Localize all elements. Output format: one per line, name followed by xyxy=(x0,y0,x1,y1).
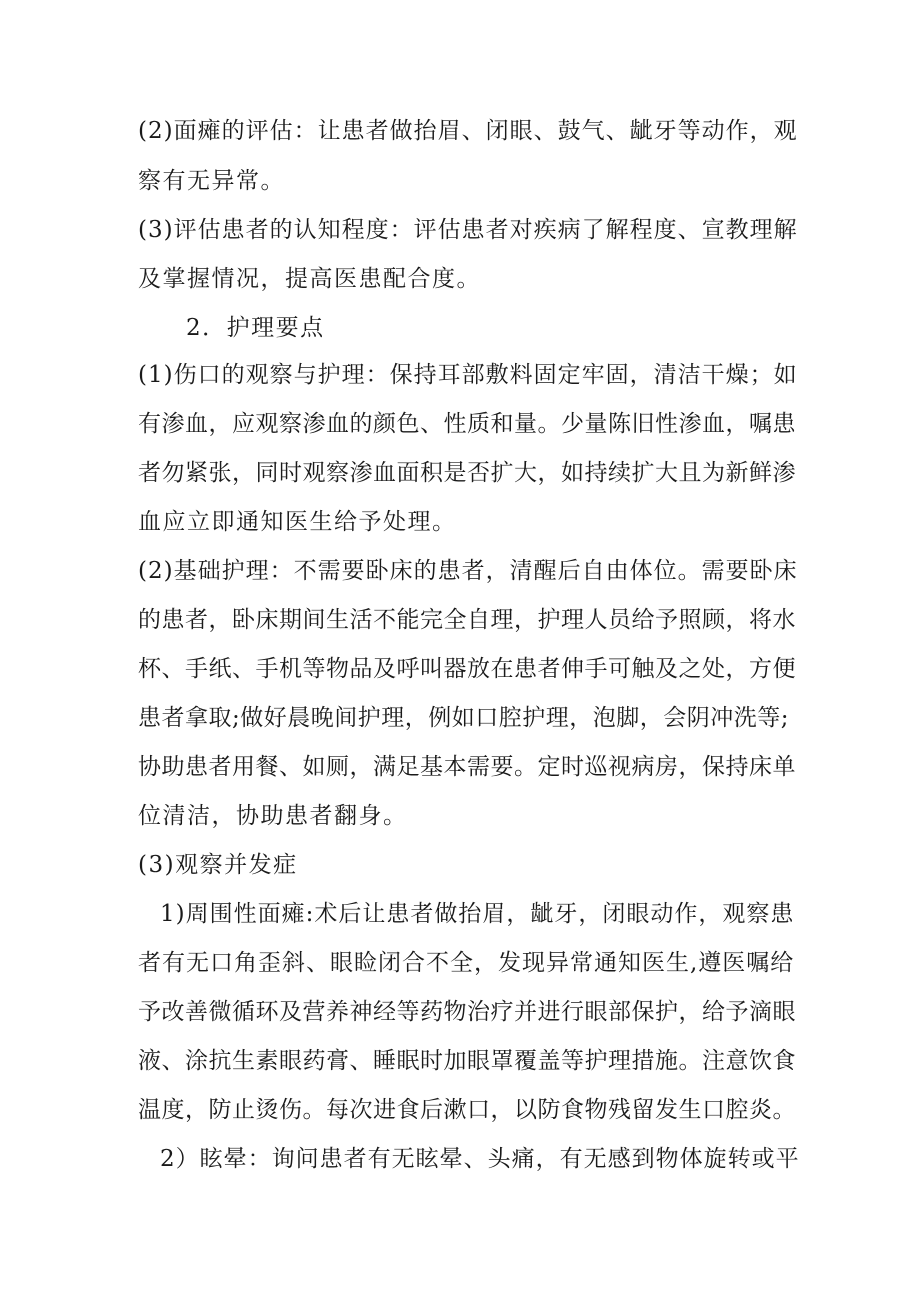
text-line: (2)基础护理：不需要卧床的患者，清醒后自由体位。需要卧床 xyxy=(138,558,798,584)
text-line: 者有无口角歪斜、眼睑闭合不全，发现异常通知医生,遵医嘱给 xyxy=(138,950,795,976)
text-line: 血应立即通知医生给予处理。 xyxy=(138,509,457,535)
text-line: 察有无异常。 xyxy=(138,168,285,194)
text-line: (3)评估患者的认知程度：评估患者对疾病了解程度、宣教理解 xyxy=(138,217,798,243)
subsection-heading: (3)观察并发症 xyxy=(138,852,298,878)
text-line: 位清洁，协助患者翻身。 xyxy=(138,803,408,829)
text-line: 有渗血，应观察渗血的颜色、性质和量。少量陈旧性渗血，嘱患 xyxy=(138,411,796,437)
text-line: 患者拿取;做好晨晚间护理，例如口腔护理，泡脚，会阴冲洗等; xyxy=(138,705,789,731)
text-line: 2）眩晕：询问患者有无眩晕、头痛，有无感到物体旋转或平 xyxy=(160,1146,800,1172)
section-heading: 2．护理要点 xyxy=(186,315,325,341)
text-line: 者勿紧张，同时观察渗血面积是否扩大，如持续扩大且为新鲜渗 xyxy=(138,460,796,486)
text-line: 的患者，卧床期间生活不能完全自理，护理人员给予照顾，将水 xyxy=(138,607,796,633)
text-line: 液、涂抗生素眼药膏、睡眠时加眼罩覆盖等护理措施。注意饮食 xyxy=(138,1048,796,1074)
text-line: 及掌握情况，提高医患配合度。 xyxy=(138,266,481,292)
text-line: 予改善微循环及营养神经等药物治疗并进行眼部保护，给予滴眼 xyxy=(138,999,796,1025)
text-line: (1)伤口的观察与护理：保持耳部敷料固定牢固，清洁干燥；如 xyxy=(138,362,798,388)
text-line: (2)面瘫的评估：让患者做抬眉、闭眼、鼓气、龇牙等动作，观 xyxy=(138,118,798,144)
text-line: 1)周围性面瘫:术后让患者做抬眉，龇牙，闭眼动作，观察患 xyxy=(160,901,795,927)
text-line: 协助患者用餐、如厕，满足基本需要。定时巡视病房，保持床单 xyxy=(138,754,796,780)
text-line: 杯、手纸、手机等物品及呼叫器放在患者伸手可触及之处，方便 xyxy=(138,656,796,682)
text-line: 温度，防止烫伤。每次进食后漱口，以防食物残留发生口腔炎。 xyxy=(138,1097,796,1123)
